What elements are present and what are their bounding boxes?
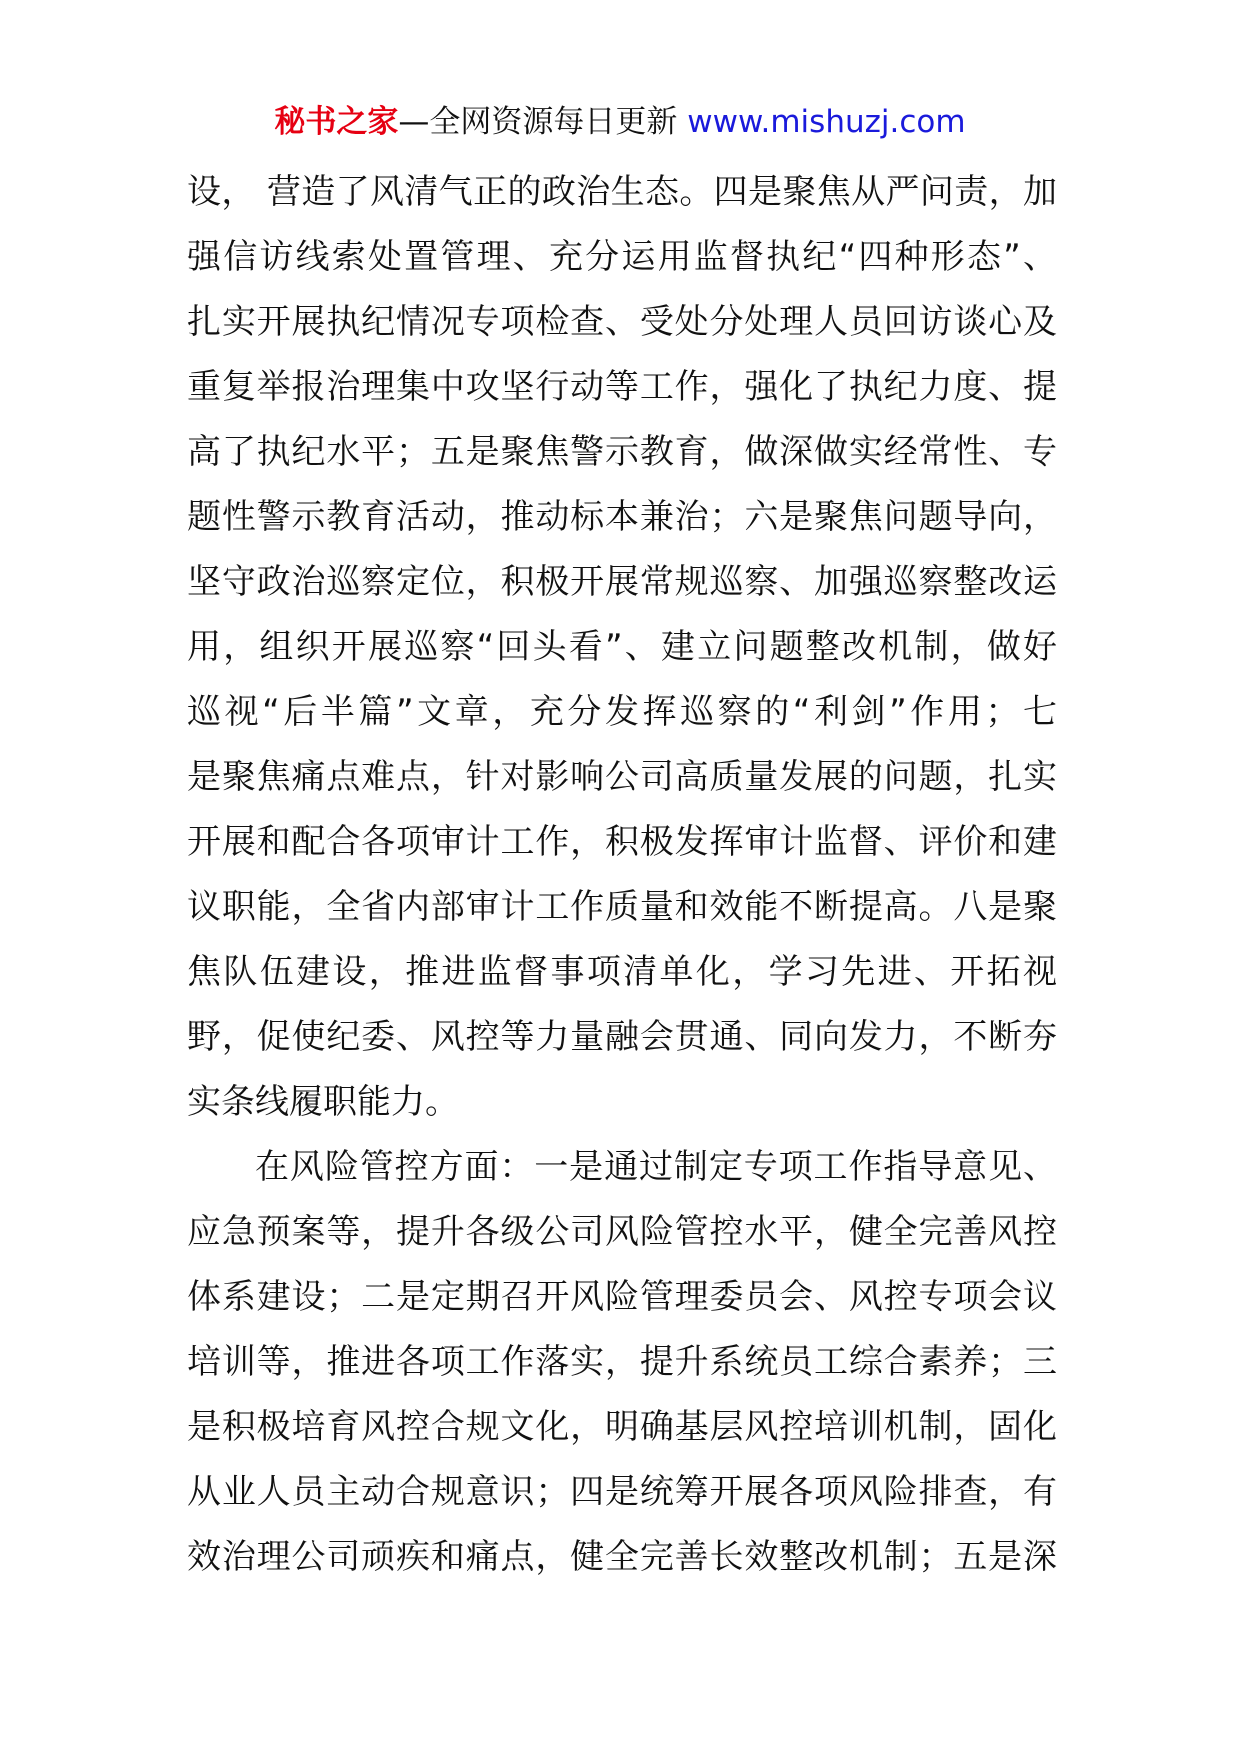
text-line: 培训等，推进各项工作落实，提升系统员工综合素养；三 bbox=[187, 1342, 1057, 1382]
text-line: 野，促使纪委、风控等力量融会贯通、同向发力，不断夯 bbox=[187, 1017, 1057, 1057]
text-line: 体系建设；二是定期召开风险管理委员会、风控专项会议 bbox=[187, 1277, 1057, 1317]
text-line: 巡视“后半篇”文章，充分发挥巡察的“利剑”作用；七 bbox=[187, 692, 1057, 732]
page-header bbox=[0, 102, 1240, 142]
text-line: 题性警示教育活动，推动标本兼治；六是聚焦问题导向， bbox=[187, 497, 1057, 537]
text-line: 坚守政治巡察定位，积极开展常规巡察、加强巡察整改运 bbox=[187, 562, 1057, 602]
paragraph-2 bbox=[187, 1135, 1057, 1590]
text-line: 实条线履职能力。 bbox=[187, 1082, 459, 1122]
header-tagline: —全网资源每日更新 bbox=[398, 104, 688, 140]
body-text bbox=[187, 160, 1057, 1590]
text-line: 议职能，全省内部审计工作质量和效能不断提高。八是聚 bbox=[187, 887, 1057, 927]
text-line: 是聚焦痛点难点，针对影响公司高质量发展的问题，扎实 bbox=[187, 757, 1057, 797]
brand-name: 秘书之家 bbox=[274, 104, 399, 140]
text-line: 设， 营造了风清气正的政治生态。四是聚焦从严问责，加 bbox=[187, 172, 1057, 212]
website-link[interactable]: www.mishuzj.com bbox=[687, 104, 966, 140]
paragraph-1 bbox=[187, 160, 1057, 1135]
text-line: 高了执纪水平；五是聚焦警示教育，做深做实经常性、专 bbox=[187, 432, 1057, 472]
text-line: 焦队伍建设，推进监督事项清单化，学习先进、开拓视 bbox=[187, 952, 1057, 992]
text-line: 重复举报治理集中攻坚行动等工作，强化了执纪力度、提 bbox=[187, 367, 1057, 407]
text-line: 从业人员主动合规意识；四是统筹开展各项风险排查，有 bbox=[187, 1472, 1057, 1512]
text-line: 是积极培育风控合规文化，明确基层风控培训机制，固化 bbox=[187, 1407, 1057, 1447]
text-line: 在风险管控方面：一是通过制定专项工作指导意见、 bbox=[255, 1147, 1057, 1187]
text-line: 扎实开展执纪情况专项检查、受处分处理人员回访谈心及 bbox=[187, 302, 1057, 342]
text-line: 效治理公司顽疾和痛点，健全完善长效整改机制；五是深 bbox=[187, 1537, 1057, 1577]
text-line: 用，组织开展巡察“回头看”、建立问题整改机制，做好 bbox=[187, 627, 1057, 667]
text-line: 应急预案等，提升各级公司风险管控水平，健全完善风控 bbox=[187, 1212, 1057, 1252]
text-line: 开展和配合各项审计工作，积极发挥审计监督、评价和建 bbox=[187, 822, 1057, 862]
text-line: 强信访线索处置管理、充分运用监督执纪“四种形态”、 bbox=[187, 237, 1057, 277]
